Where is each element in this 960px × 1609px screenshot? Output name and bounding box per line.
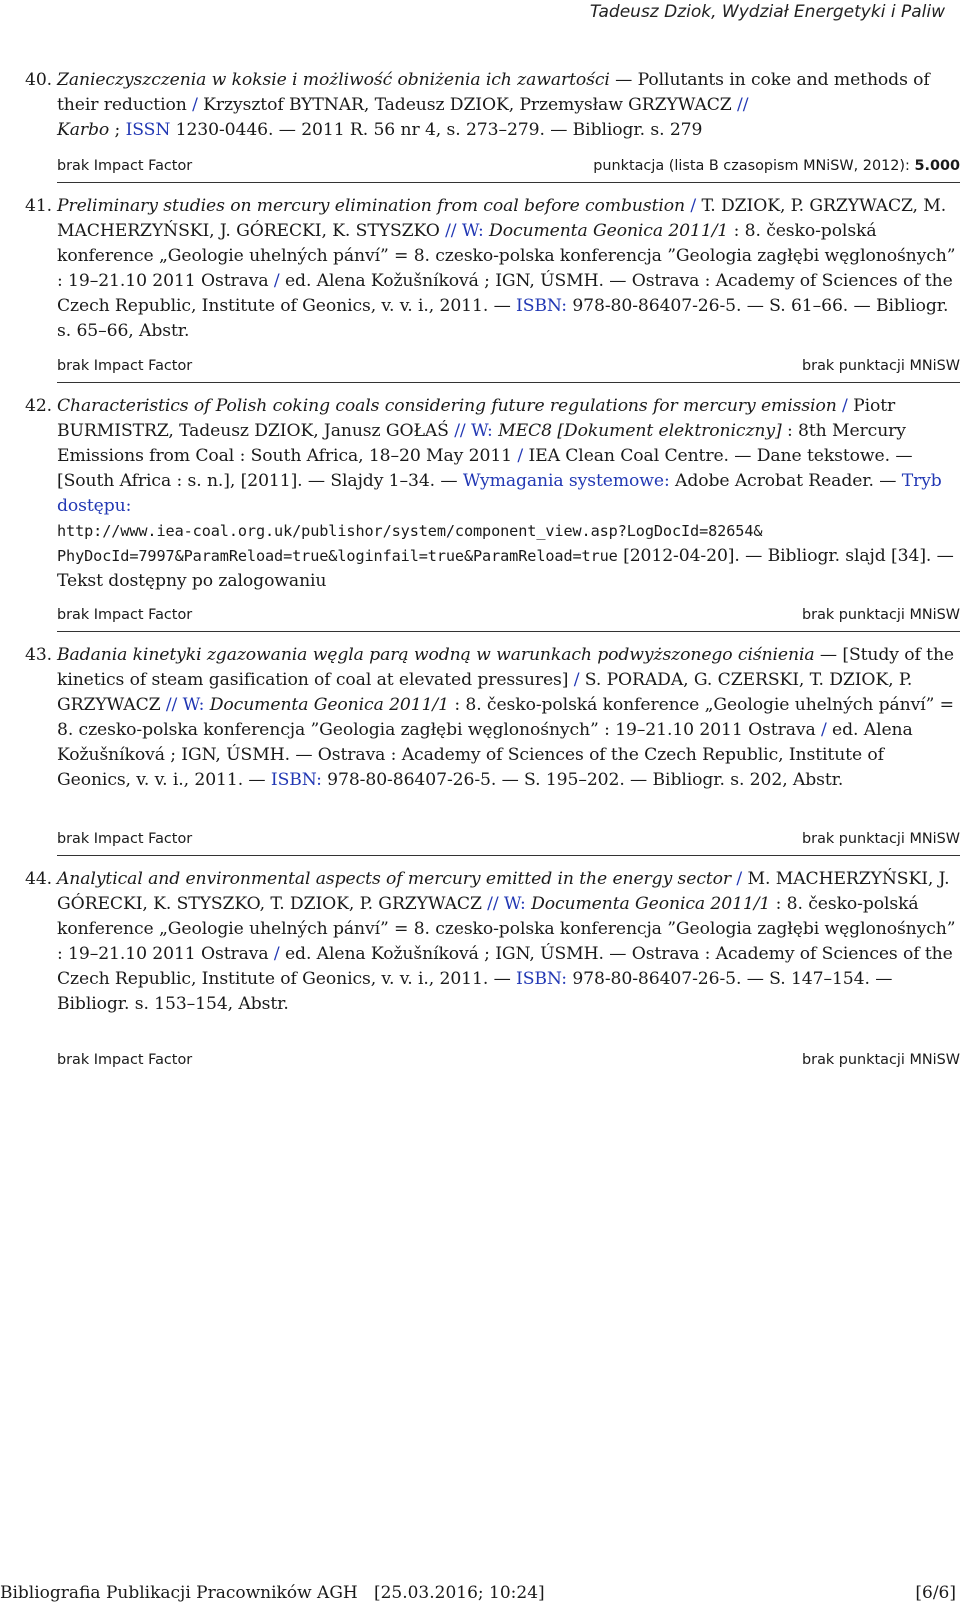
slash-link[interactable]: / — [842, 396, 848, 416]
publication-details: 1230-0446. — 2011 R. 56 nr 4, s. 273–279. — Bibliogr. s. 279 — [170, 120, 703, 140]
url-line-2[interactable]: PhyDocId=7997&ParamReload=true&loginfail=true&ParamReload=true — [57, 547, 618, 565]
entry-text — [25, 867, 957, 1017]
entry-number: 44. — [25, 869, 53, 889]
divider — [57, 182, 960, 183]
conference-info: : 8. česko-polská konference „Geologie uhelných pánví” = 8. czesko-polska konferencja ”Geologia zagłębi węglonośnych” : 19–21.10 2011 Ostrava — [57, 221, 956, 291]
isbn-link[interactable]: ISBN: — [516, 296, 567, 316]
title-translation: — [Study of the kinetics of steam gasification of coal at elevated pressures] — [57, 645, 954, 690]
entry-meta-40 — [57, 158, 960, 174]
entry-authors: Piotr BURMISTRZ, Tadeusz DZIOK, Janusz GOŁAŚ — [57, 396, 896, 441]
url-line-1[interactable]: http://www.iea-coal.org.uk/publishor/system/component_view.asp?LogDocId=82654& — [57, 522, 763, 540]
divider — [57, 631, 960, 632]
entry-meta-41 — [57, 358, 960, 374]
conference-info: : 8. česko-polská konference „Geologie uhelných pánví” = 8. czesko-polska konferencja ”Geologia zagłębi węglonośnych” : 19–21.10 2011 Ostrava — [57, 894, 956, 964]
entry-title: Badania kinetyki zgazowania węgla parą wodną w warunkach podwyższonego ciśnienia — [57, 645, 815, 665]
slash-link[interactable]: / — [273, 944, 280, 964]
text-segment: [2012-04-20]. — Bibliogr. slajd [34]. — Tekst dostępny po zalogowaniu — [57, 546, 954, 591]
entry-title: Preliminary studies on mercury elimination from coal before combustion — [57, 196, 685, 216]
double-slash-link[interactable]: // — [487, 894, 499, 914]
system-requirements-link[interactable]: Wymagania systemowe: — [462, 471, 670, 491]
entry-meta-42 — [57, 607, 960, 623]
conference-info: : 8th Mercury Emissions from Coal : South Africa, 18–20 May 2011 — [57, 421, 906, 466]
publication-entry-43 — [25, 643, 957, 793]
impact-factor: brak Impact Factor — [57, 158, 193, 174]
issn-link[interactable]: ISSN — [125, 120, 171, 140]
publication-entry-42 — [25, 394, 957, 594]
publication-details: 978-80-86407-26-5. — S. 147–154. — Bibliogr. s. 153–154, Abstr. — [57, 969, 893, 1014]
title-translation: Pollutants in coke and methods of their reduction — [57, 70, 930, 115]
isbn-link[interactable]: ISBN: — [270, 770, 322, 790]
slash-link[interactable]: / — [273, 271, 280, 291]
access-mode-link[interactable]: Tryb dostępu: — [57, 471, 942, 516]
divider — [57, 382, 960, 383]
slash-link[interactable]: / — [517, 446, 524, 466]
entry-number: 40. — [25, 70, 53, 90]
conference-info: : 8. česko-polská konference „Geologie uhelných pánví” = 8. czesko-polska konferencja ”Geologia zagłębi węglonośnych” : 19–21.10 2011 Ostrava — [57, 695, 954, 740]
separator: — — [609, 70, 638, 90]
w-link[interactable]: W: — [503, 894, 526, 914]
score-value: 5.000 — [914, 158, 960, 174]
entry-number: 43. — [25, 645, 53, 665]
source-title: Documenta Geonica 2011/1 — [531, 894, 771, 914]
entry-number: 41. — [25, 196, 53, 216]
mnisw-score: brak punktacji MNiSW — [802, 607, 960, 623]
publisher-info: ed. Alena Kožušníková ; IGN, ÚSMH. — Ostrava : Academy of Sciences of the Czech Republic, Institute of Geonics, v. v. i., 2011. — — [57, 271, 953, 316]
entry-meta-43 — [57, 831, 960, 847]
source-title: Documenta Geonica 2011/1 — [489, 221, 729, 241]
isbn-link[interactable]: ISBN: — [516, 969, 567, 989]
entry-text — [25, 643, 957, 793]
source-title: Documenta Geonica 2011/1 — [209, 695, 449, 715]
entry-meta-44 — [57, 1052, 960, 1068]
entry-title: Characteristics of Polish coking coals considering future regulations for mercury emission — [57, 396, 837, 416]
footer-info — [0, 1583, 545, 1603]
text-segment: ; — [109, 120, 126, 140]
mnisw-score — [593, 158, 960, 174]
bibliography-name: Bibliografia Publikacji Pracowników AGH — [0, 1583, 358, 1603]
double-slash-link[interactable]: // — [454, 421, 466, 441]
impact-factor: brak Impact Factor — [57, 831, 193, 847]
publication-entry-44 — [25, 867, 957, 1017]
w-link[interactable]: W: — [461, 221, 484, 241]
w-link[interactable]: W: — [470, 421, 493, 441]
score-label: punktacja (lista B czasopism MNiSW, 2012): — [593, 158, 915, 174]
publisher-info: ed. Alena Kožušníková ; IGN, ÚSMH. — Ostrava : Academy of Sciences of the Czech Republic, Institute of Geonics, v. v. i., 2011. — — [57, 944, 953, 989]
slash-link[interactable]: / — [573, 670, 580, 690]
double-slash-link[interactable]: // — [445, 221, 457, 241]
text-segment: Adobe Acrobat Reader. — — [669, 471, 902, 491]
publisher-info: ed. Alena Kožušníková ; IGN, ÚSMH. — Ostrava : Academy of Sciences of the Czech Republic, Institute of Geonics, v. v. i., 2011. — — [57, 720, 913, 790]
entry-number: 42. — [25, 396, 53, 416]
entry-title: Zanieczyszczenia w koksie i możliwość obniżenia ich zawartości — [57, 70, 610, 90]
w-link[interactable]: W: — [182, 695, 205, 715]
double-slash-link[interactable]: // — [165, 695, 178, 715]
impact-factor: brak Impact Factor — [57, 1052, 193, 1068]
entry-authors: S. PORADA, G. CZERSKI, T. DZIOK, P. GRZYWACZ — [57, 670, 913, 715]
publisher-info: IEA Clean Coal Centre. — Dane tekstowe. — [South Africa : s. n.], [2011]. — Slajdy 1–34. — — [57, 446, 913, 491]
publication-details: 978-80-86407-26-5. — S. 61–66. — Bibliogr. s. 65–66, Abstr. — [57, 296, 949, 341]
source-title: MEC8 [Dokument elektroniczny] — [498, 421, 782, 441]
mnisw-score: brak punktacji MNiSW — [802, 358, 960, 374]
page-header: Tadeusz Dziok, Wydział Energetyki i Paliw — [589, 2, 945, 22]
page-number: [6/6] — [915, 1583, 956, 1603]
entry-title: Analytical and environmental aspects of mercury emitted in the energy sector — [57, 869, 732, 889]
publication-entry-41 — [25, 194, 957, 344]
journal-name: Karbo — [57, 120, 110, 140]
publication-entry-40 — [25, 68, 957, 143]
publication-details: 978-80-86407-26-5. — S. 195–202. — Bibliogr. s. 202, Abstr. — [321, 770, 844, 790]
entry-text — [25, 394, 957, 594]
mnisw-score: brak punktacji MNiSW — [802, 1052, 960, 1068]
double-slash-link[interactable]: // — [737, 95, 749, 115]
impact-factor: brak Impact Factor — [57, 607, 193, 623]
entry-authors: M. MACHERZYŃSKI, J. GÓRECKI, K. STYSZKO, T. DZIOK, P. GRZYWACZ — [57, 869, 950, 914]
slash-link[interactable]: / — [192, 95, 198, 115]
generation-date: [25.03.2016; 10:24] — [373, 1583, 545, 1603]
slash-link[interactable]: / — [820, 720, 827, 740]
entry-text — [25, 194, 957, 344]
impact-factor: brak Impact Factor — [57, 358, 193, 374]
entry-text — [25, 68, 957, 143]
entry-authors: Krzysztof BYTNAR, Tadeusz DZIOK, Przemysław GRZYWACZ — [197, 95, 738, 115]
slash-link[interactable]: / — [736, 869, 743, 889]
mnisw-score: brak punktacji MNiSW — [802, 831, 960, 847]
divider — [57, 855, 960, 856]
slash-link[interactable]: / — [690, 196, 697, 216]
entry-authors: T. DZIOK, P. GRZYWACZ, M. MACHERZYŃSKI, J. GÓRECKI, K. STYSZKO — [57, 196, 947, 241]
